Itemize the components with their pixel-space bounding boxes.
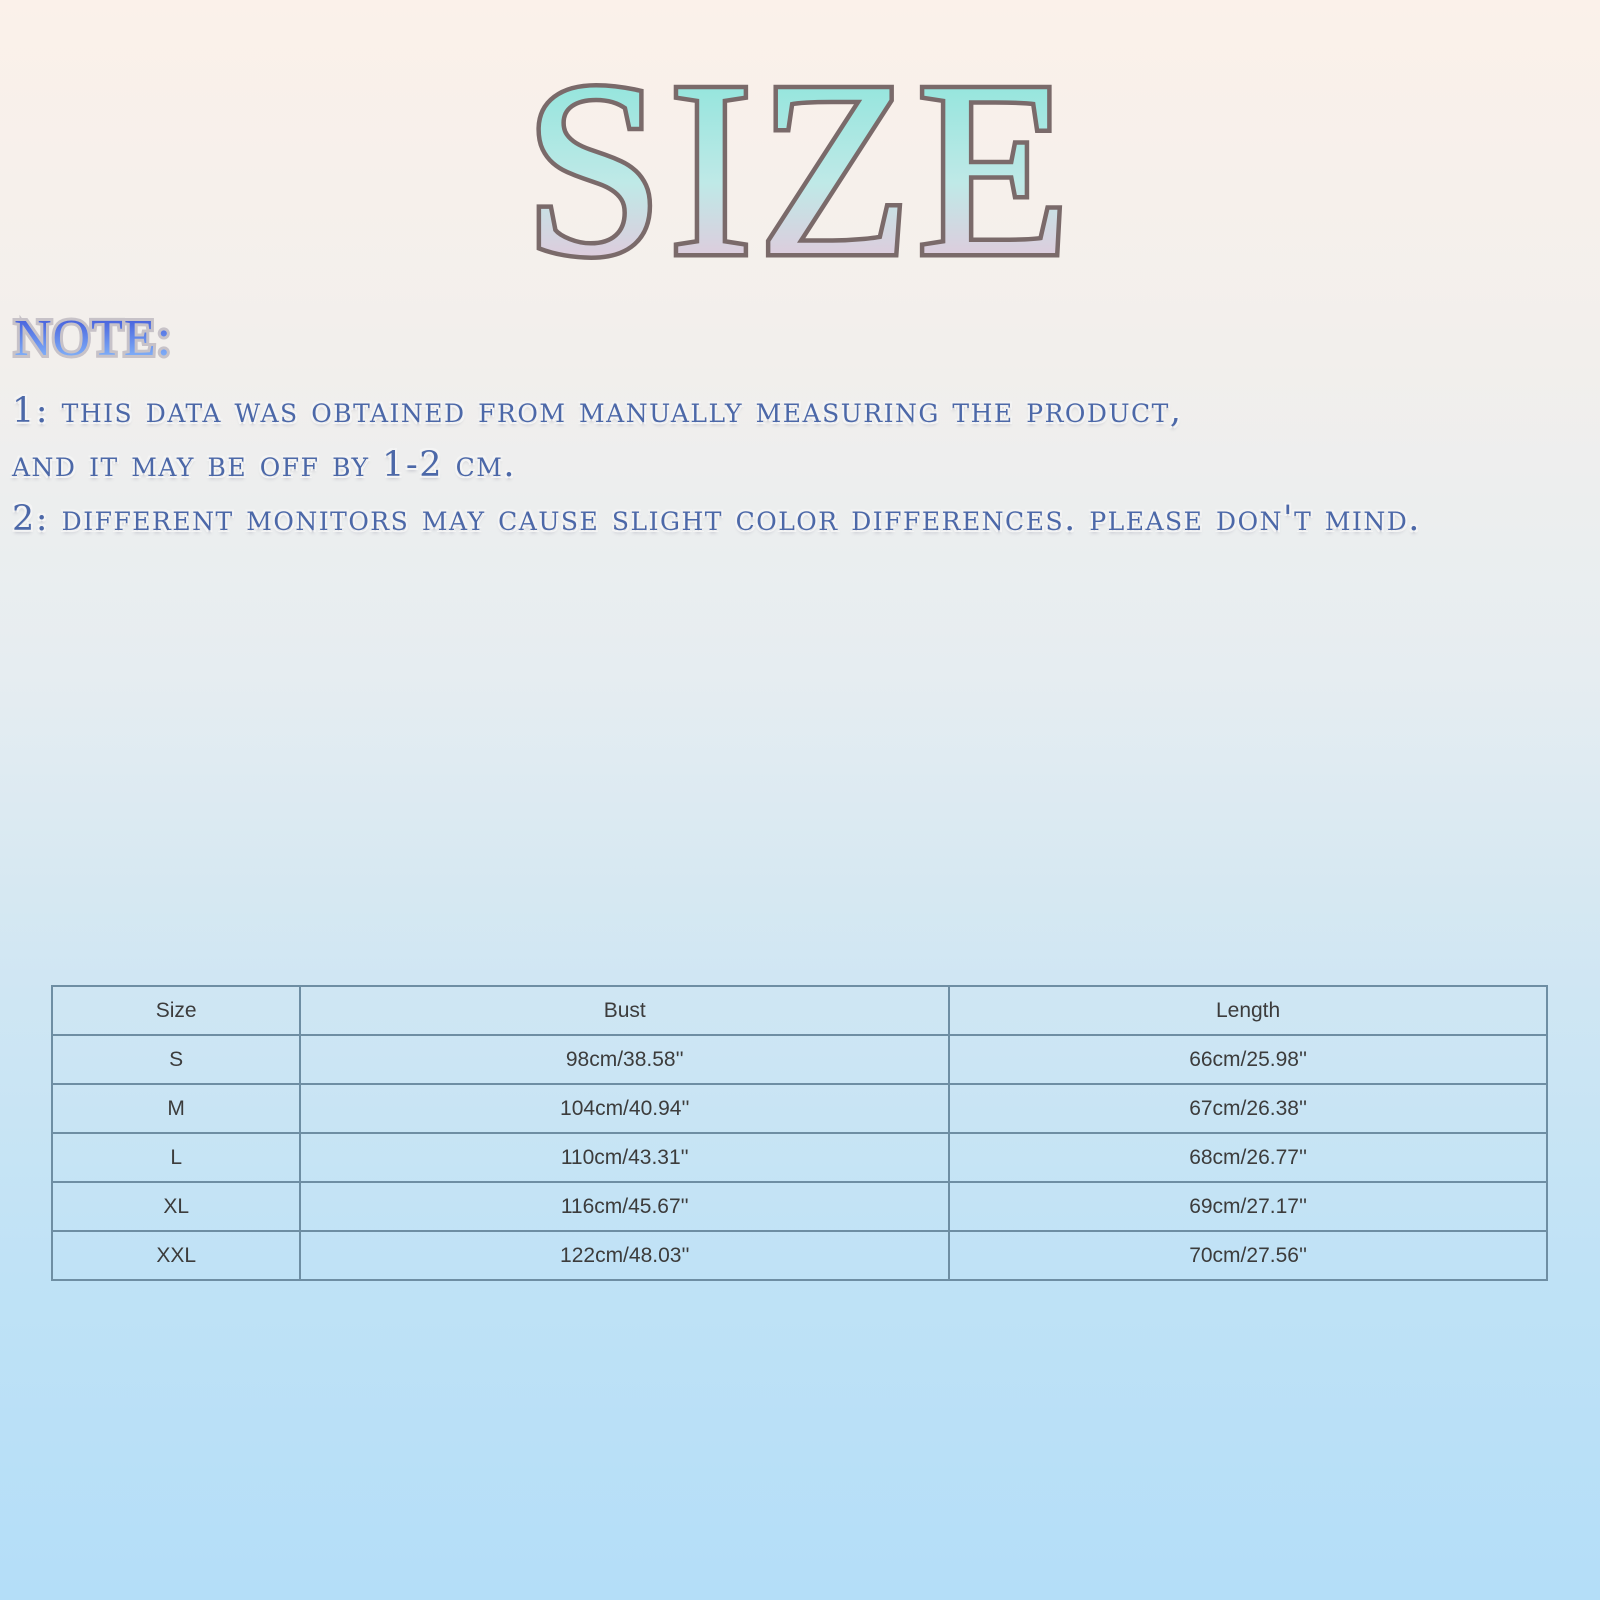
table-header-row [52,986,1547,1035]
note-line-1: 1: this data was obtained from manually measuring the product, [12,391,1183,431]
cell-length: 69cm/27.17'' [949,1182,1547,1231]
table-row [52,1133,1547,1182]
cell-length: 67cm/26.38'' [949,1084,1547,1133]
note-label [10,302,210,372]
note-line-2: and it may be off by 1-2 cm. [12,445,517,485]
cell-size: S [52,1035,300,1084]
table-row [52,1231,1547,1280]
size-title [0,35,1600,275]
note-label-text: NOTE: [14,310,173,367]
cell-size: XXL [52,1231,300,1280]
cell-size: XL [52,1182,300,1231]
cell-bust: 104cm/40.94'' [300,1084,949,1133]
note-text [12,384,1592,546]
header-size: Size [52,986,300,1035]
header-bust: Bust [300,986,949,1035]
note-line-3: 2: different monitors may cause slight color differences. please don't mind. [12,499,1421,539]
table-row [52,1182,1547,1231]
table-row [52,1084,1547,1133]
cell-size: L [52,1133,300,1182]
cell-bust: 116cm/45.67'' [300,1182,949,1231]
cell-size: M [52,1084,300,1133]
cell-length: 66cm/25.98'' [949,1035,1547,1084]
cell-length: 70cm/27.56'' [949,1231,1547,1280]
size-chart-table [51,985,1548,1281]
cell-bust: 98cm/38.58'' [300,1035,949,1084]
cell-length: 68cm/26.77'' [949,1133,1547,1182]
table-row [52,1035,1547,1084]
cell-bust: 122cm/48.03'' [300,1231,949,1280]
header-length: Length [949,986,1547,1035]
size-title-text: SIZE [524,35,1076,275]
cell-bust: 110cm/43.31'' [300,1133,949,1182]
